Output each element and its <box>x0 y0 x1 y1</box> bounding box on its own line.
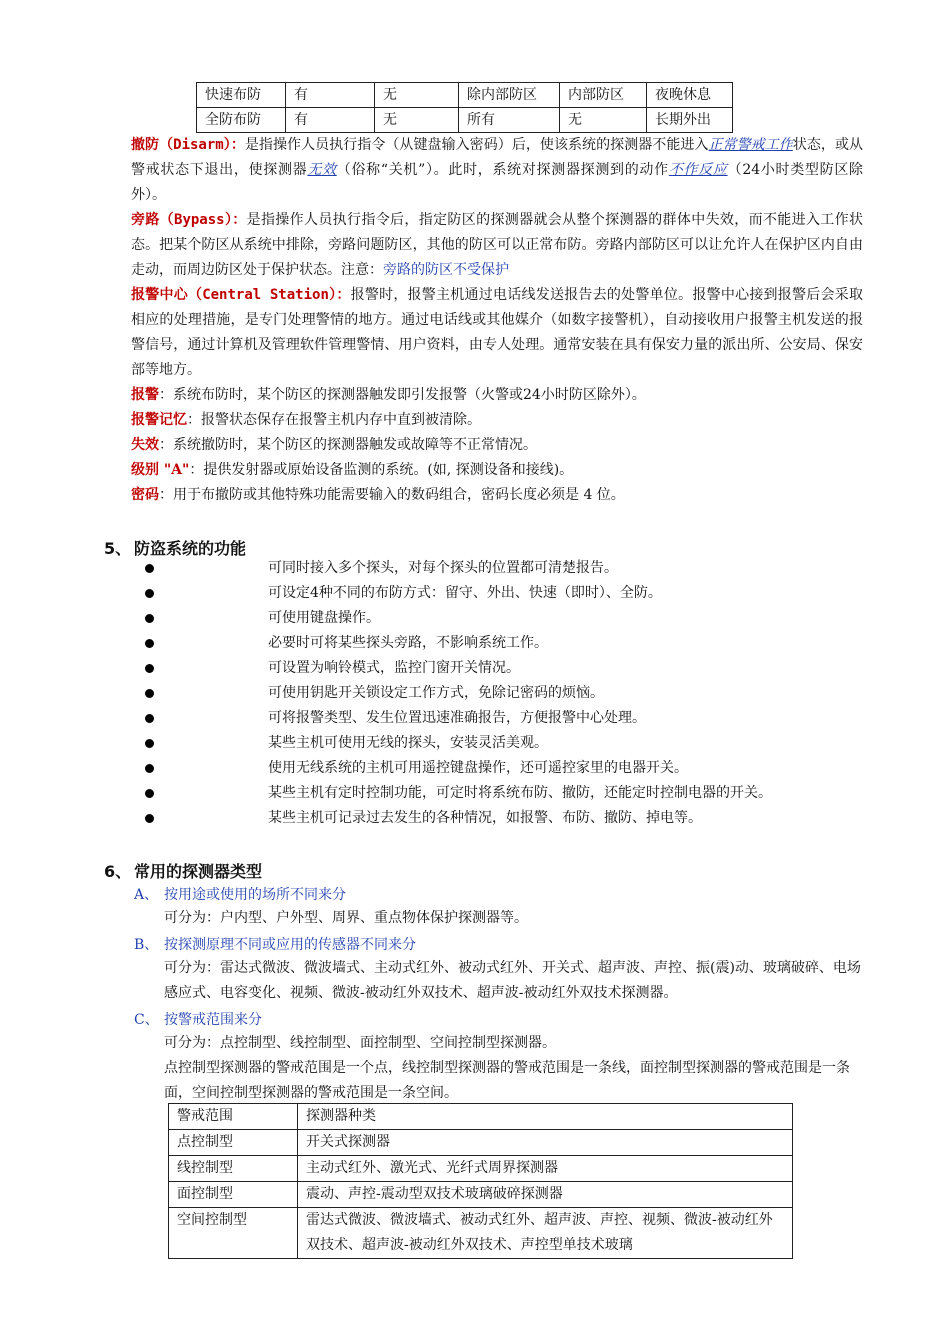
bullet-icon <box>145 789 154 798</box>
bullet-icon <box>145 814 154 823</box>
bullet-icon <box>145 614 154 623</box>
definition-central-station <box>131 283 863 383</box>
subsection-c-description: 点控制型探测器的警戒范围是一个点，线控制型探测器的警戒范围是一条线，面控制型探测器的警戒范围是一条面，空间控制型探测器的警戒范围是一条空间。 <box>164 1060 850 1101</box>
definition-code <box>131 483 863 508</box>
table-cell: 震动、声控-震动型双技术玻璃破碎探测器 <box>298 1182 793 1208</box>
list-item <box>145 581 865 606</box>
table-header-cell: 探测器种类 <box>298 1104 793 1130</box>
table-cell: 雷达式微波、微波墙式、被动式红外、超声波、声控、视频、微波-被动红外双技术、超声波-被动红外双技术、声控型单技术玻璃 <box>298 1208 793 1259</box>
table-cell: 夜晚休息 <box>647 83 733 108</box>
list-item <box>145 706 865 731</box>
section-6-heading <box>104 859 262 882</box>
table-cell: 线控制型 <box>169 1156 298 1182</box>
table-cell: 除内部防区 <box>459 83 560 108</box>
term-label: 撤防（Disarm）： <box>131 137 245 153</box>
term-label: 失效 <box>131 437 159 453</box>
table-cell: 长期外出 <box>647 108 733 133</box>
definition-text: （24小时类型防区除外）。 <box>131 162 864 203</box>
definition-fail <box>131 433 863 458</box>
table-cell: 无 <box>560 108 647 133</box>
list-item-text: 必要时可将某些探头旁路，不影响系统工作。 <box>268 635 548 651</box>
definition-text: ：报警状态保存在报警主机内存中直到被清除。 <box>187 412 481 428</box>
definition-text: 是指操作人员执行指令（从键盘输入密码）后，使该系统的探测器不能进入 <box>244 137 709 153</box>
definition-text: （俗称“关机”）。此时，系统对探测器探测到的动作 <box>336 162 669 178</box>
table-cell: 有 <box>286 108 375 133</box>
subsection-a <box>134 884 346 904</box>
bullet-icon <box>145 589 154 598</box>
list-item-text: 某些主机有定时控制功能，可定时将系统布防、撤防，还能定时控制电器的开关。 <box>268 785 772 801</box>
section-number: 5、 <box>104 539 132 558</box>
bullet-icon <box>145 664 154 673</box>
subsection-key: B、 <box>134 937 159 953</box>
term-label: 密码 <box>131 487 159 503</box>
list-item <box>145 556 865 581</box>
definition-disarm <box>131 133 863 208</box>
table-row <box>197 83 733 108</box>
table-row <box>169 1182 793 1208</box>
definition-text: ：用于布撤防或其他特殊功能需要输入的数码组合，密码长度必须是 4 位。 <box>159 487 625 503</box>
bullet-icon <box>145 639 154 648</box>
table-row <box>197 108 733 133</box>
table-cell: 开关式探测器 <box>298 1130 793 1156</box>
term-label: 级别 "A" <box>131 462 190 478</box>
subsection-title: 按警戒范围来分 <box>164 1012 262 1028</box>
section-title: 常用的探测器类型 <box>134 862 263 881</box>
bullet-icon <box>145 764 154 773</box>
arming-mode-table <box>196 82 733 133</box>
table-header-cell: 警戒范围 <box>169 1104 298 1130</box>
subsection-c-text: 可分为：点控制型、线控制型、面控制型、空间控制型探测器。 <box>164 1035 556 1051</box>
definition-bypass <box>131 208 863 283</box>
list-item-text: 可使用键盘操作。 <box>268 610 380 626</box>
definition-text: 报警时，报警主机通过电话线发送报告去的处警单位。报警中心接到报警后会采取相应的处理措施，是专门处理警情的地方。通过电话线或其他媒介（如数字接警机），自动接收用户报警主机发送的报警信号，通过计算机及管理软件管理警情、用户资料，由专人处理。通常安装在具有保安力量的派出所、公安局、保安部等地方。 <box>131 287 863 378</box>
list-item-text: 某些主机可记录过去发生的各种情况，如报警、布防、撤防、掉电等。 <box>268 810 702 826</box>
table-cell: 全防布防 <box>197 108 286 133</box>
table-cell: 点控制型 <box>169 1130 298 1156</box>
link-invalid[interactable]: 无效 <box>307 162 337 178</box>
term-label: 旁路（Bypass）： <box>131 212 247 228</box>
list-item <box>145 656 865 681</box>
link-normal-guard[interactable]: 正常警戒工作 <box>708 137 793 153</box>
subsection-a-text: 可分为：户内型、户外型、周界、重点物体保护探测器等。 <box>164 910 528 926</box>
table-cell: 无 <box>375 108 459 133</box>
section-number: 6、 <box>104 862 132 881</box>
list-item-text: 可同时接入多个探头，对每个探头的位置都可清楚报告。 <box>268 560 618 576</box>
detector-range-table <box>168 1103 793 1259</box>
section-title: 防盗系统的功能 <box>134 539 247 558</box>
table-row <box>169 1208 793 1259</box>
table-cell: 快速布防 <box>197 83 286 108</box>
link-no-response[interactable]: 不作反应 <box>668 162 728 178</box>
table-cell: 面控制型 <box>169 1182 298 1208</box>
list-item <box>145 781 865 806</box>
subsection-key: A、 <box>134 887 159 903</box>
subsection-title: 按探测原理不同或应用的传感器不同来分 <box>164 937 416 953</box>
subsection-c <box>134 1009 262 1029</box>
list-item <box>145 806 865 831</box>
table-cell: 无 <box>375 83 459 108</box>
list-item <box>145 681 865 706</box>
definition-alarm <box>131 383 863 408</box>
table-cell: 主动式红外、激光式、光纤式周界探测器 <box>298 1156 793 1182</box>
subsection-b-text: 可分为：雷达式微波、微波墙式、主动式红外、被动式红外、开关式、超声波、声控、振(震)动、玻璃破碎、电场感应式、电容变化、视频、微波-被动红外双技术、超声波-被动红外双技术探测器。 <box>164 960 861 1001</box>
table-cell: 所有 <box>459 108 560 133</box>
bullet-icon <box>145 689 154 698</box>
term-label: 报警中心（Central Station）： <box>131 287 351 303</box>
term-label: 报警记忆 <box>131 412 187 428</box>
list-item-text: 可设定4种不同的布防方式：留守、外出、快速（即时）、全防。 <box>268 585 662 601</box>
function-list <box>145 556 865 831</box>
list-item-text: 可将报警类型、发生位置迅速准确报告，方便报警中心处理。 <box>268 710 646 726</box>
definition-level-a <box>131 458 863 483</box>
subsection-key: C、 <box>134 1012 159 1028</box>
bullet-icon <box>145 564 154 573</box>
subsection-title: 按用途或使用的场所不同来分 <box>164 887 346 903</box>
list-item <box>145 631 865 656</box>
table-row <box>169 1130 793 1156</box>
bullet-icon <box>145 714 154 723</box>
list-item <box>145 731 865 756</box>
definition-text: ：系统布防时，某个防区的探测器触发即引发报警（火警或24小时防区除外）。 <box>159 387 646 403</box>
bullet-icon <box>145 739 154 748</box>
table-cell: 空间控制型 <box>169 1208 298 1259</box>
list-item-text: 某些主机可使用无线的探头，安装灵活美观。 <box>268 735 548 751</box>
definition-alarm-memory <box>131 408 863 433</box>
subsection-b <box>134 934 416 954</box>
list-item-text: 可设置为响铃模式，监控门窗开关情况。 <box>268 660 520 676</box>
term-label: 报警 <box>131 387 159 403</box>
bypass-note: 旁路的防区不受保护 <box>383 262 509 278</box>
list-item <box>145 606 865 631</box>
table-cell: 内部防区 <box>560 83 647 108</box>
definition-text: ：提供发射器或原始设备监测的系统。(如, 探测设备和接线)。 <box>189 462 574 478</box>
definition-text: 是指操作人员执行指令后，指定防区的探测器就会从整个探测器的群体中失效，而不能进入工作状态。把某个防区从系统中排除，旁路问题防区，其他的防区可以正常布防。旁路内部防区可以让允许人在保护区内自由走动，而周边防区处于保护状态。注意： <box>131 212 863 278</box>
definition-text: 状态，或从警戒状态下退出，使探测器 <box>131 137 864 178</box>
list-item-text: 可使用钥匙开关锁设定工作方式，免除记密码的烦恼。 <box>268 685 604 701</box>
table-cell: 有 <box>286 83 375 108</box>
list-item <box>145 756 865 781</box>
list-item-text: 使用无线系统的主机可用遥控键盘操作，还可遥控家里的电器开关。 <box>268 760 688 776</box>
table-row <box>169 1156 793 1182</box>
definition-text: ：系统撤防时，某个防区的探测器触发或故障等不正常情况。 <box>159 437 537 453</box>
table-header-row <box>169 1104 793 1130</box>
